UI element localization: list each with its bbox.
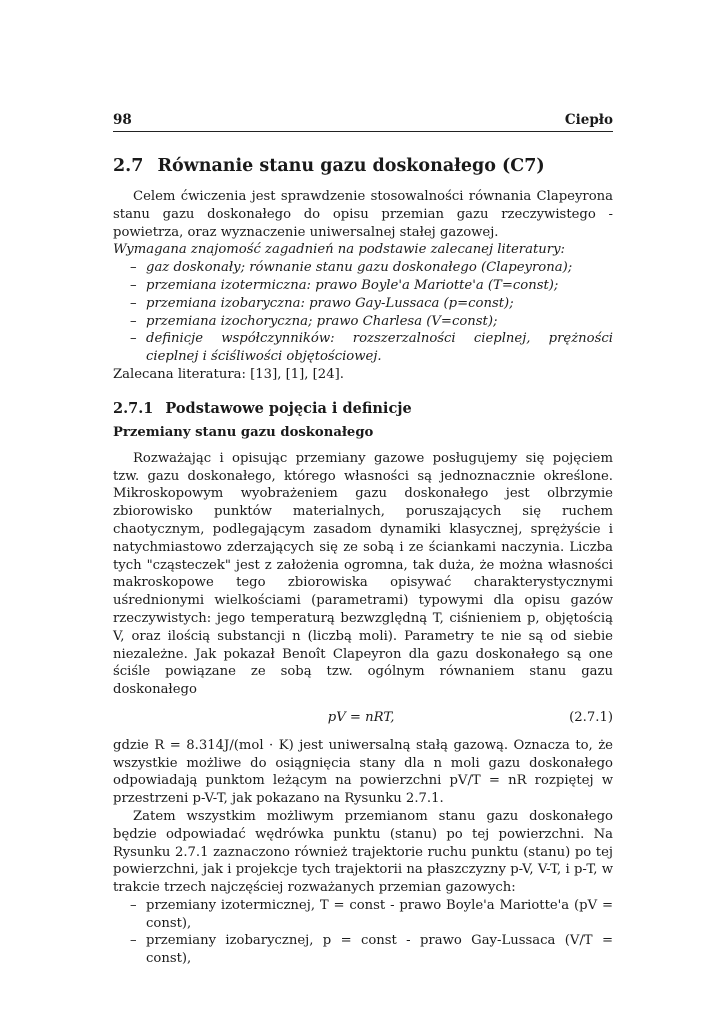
list-item: – definicje współczynników: rozszerzalności cieplnej, prężności cieplnej i ściśliwości objętościowej. — [130, 331, 613, 365]
list-item: – gaz doskonały; równanie stanu gazu doskonałego (Clapeyrona); — [130, 260, 573, 276]
chapter-title: Ciepło — [564, 112, 613, 128]
intro-paragraph: Celem ćwiczenia jest sprawdzenie stosowalności równania Clapeyrona stanu gazu doskonałego do opisu przemian gazu rzeczywistego - powietrza, oraz wyznaczenie uniwersalnej stałej gazowej. — [113, 189, 613, 240]
subsubsection-heading: Przemiany stanu gazu doskonałego — [113, 424, 374, 440]
subsection-heading — [113, 400, 613, 417]
section-heading — [113, 156, 613, 176]
list-item: – przemiany izobarycznej, p = const - prawo Gay-Lussaca (V/T = const), — [130, 933, 613, 967]
subsection-number: 2.7.1 — [113, 399, 154, 417]
required-knowledge-list — [113, 259, 613, 366]
list-item: – przemiany izotermicznej, T = const - prawo Boyle'a Mariotte'a (pV = const), — [130, 897, 613, 931]
section-title: Równanie stanu gazu doskonałego (C7) — [157, 156, 545, 176]
process-list — [113, 897, 613, 968]
section-number: 2.7 — [113, 156, 144, 176]
body-paragraph: Rozważając i opisując przemiany gazowe posługujemy się pojęciem tzw. gazu doskonałego, którego własności są jednoznacznie określone. Mikroskopowym wyobrażeniem gazu doskonałego jest olbrzymie zbiorowisko punktów materialnych, poruszających się ruchem chaotycznym, podlegającym zasadom dynamiki klasycznej, sprężyście i natychmiastowo zderzających się ze sobą i ze ściankami naczynia. Liczba tych "cząsteczek" jest z założenia ogromna, tak duża, że można własności makroskopowe tego zbiorowiska opisywać charakterystycznymi uśrednionymi wielkościami (parametrami) typowymi dla opisu gazów rzeczywistych: jego temperaturą bezwzględną T, ciśnieniem p, objętością V, oraz ilością substancji n (liczbą moli). Parametry te nie są od siebie niezależne. Jak pokazał Benoît Clapeyron dla gazu doskonałego są one ściśle powiązane ze sobą tzw. ogólnym równaniem stanu gazu doskonałego — [113, 450, 613, 698]
equation-formula: pV = nRT, — [327, 709, 395, 725]
required-knowledge-heading: Wymagana znajomość zagadnień na podstawie zalecanej literatury: — [113, 242, 565, 258]
equation-label: (2.7.1) — [569, 709, 613, 725]
list-item: – przemiana izotermiczna: prawo Boyle'a Mariotte'a (T=const); — [130, 277, 559, 293]
page-content — [113, 112, 613, 968]
body-paragraph: Zatem wszystkim możliwym przemianom stanu gazu doskonałego będzie odpowiadać wędrówka punktu (stanu) po tej powierzchni. Na Rysunku 2.7.1 zaznaczono również trajektorie ruchu punktu (stanu) po tej powierzchni, jak i projekcje tych trajektorii na płaszczyzny p-V, V-T, i p-T, w trakcie trzech najczęściej rozważanych przemian gazowych: — [113, 808, 613, 896]
literature-line: Zalecana literatura: [13], [1], [24]. — [113, 366, 344, 382]
list-item: – przemiana izochoryczna; prawo Charlesa (V=const); — [130, 313, 498, 329]
list-item: – przemiana izobaryczna: prawo Gay-Lussaca (p=const); — [130, 295, 514, 311]
page-number: 98 — [113, 112, 132, 128]
subsection-title: Podstawowe pojęcia i definicje — [165, 399, 412, 417]
equation-block — [113, 709, 613, 727]
body-paragraph: gdzie R = 8.314J/(mol · K) jest uniwersalną stałą gazową. Oznacza to, że wszystkie możliwe do osiągnięcia stany dla n moli gazu doskonałego odpowiadają punktom leżącym na powierzchni pV/T = nR rozpiętej w przestrzeni p-V-T, jak pokazano na Rysunku 2.7.1. — [113, 737, 613, 807]
running-header — [113, 112, 613, 132]
